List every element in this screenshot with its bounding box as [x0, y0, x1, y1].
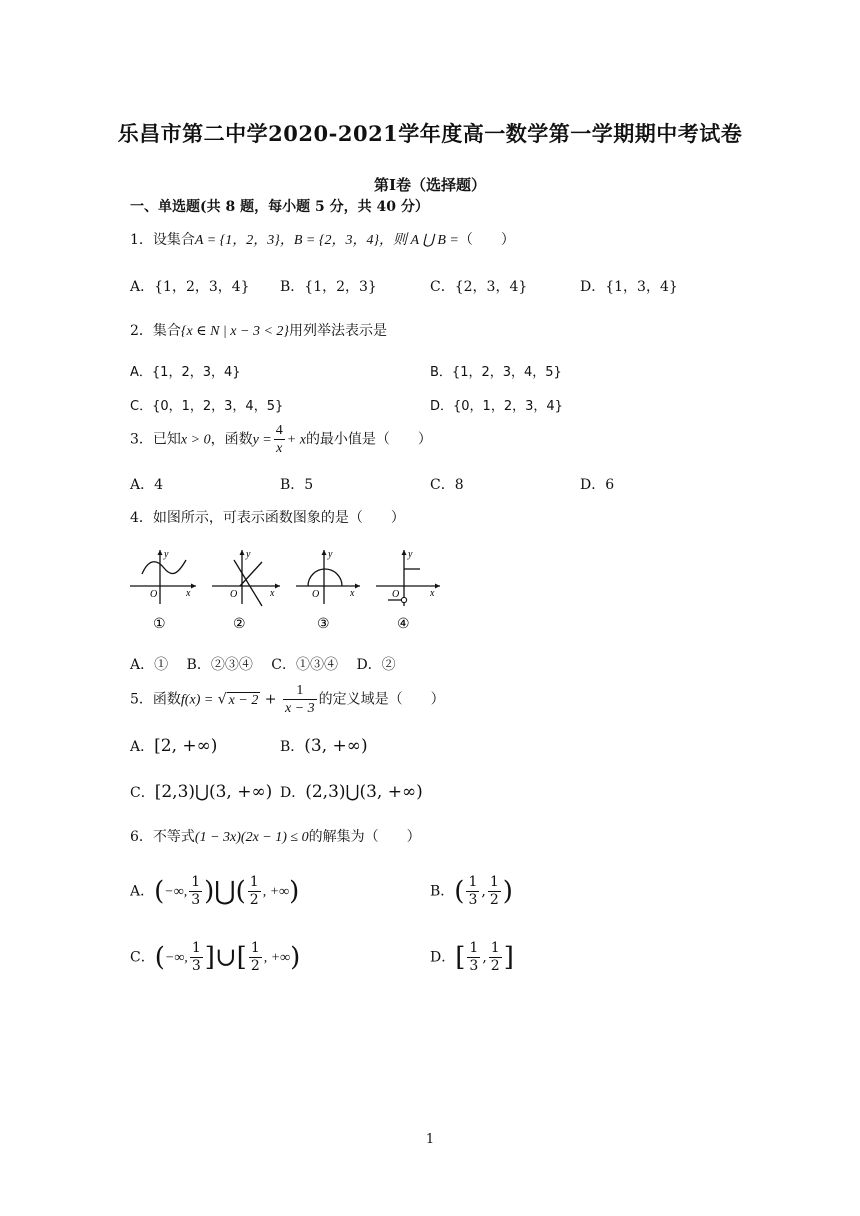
q3-option-a: A．4 [130, 477, 164, 493]
question-6-stem: 6．不等式(1 − 3x)(2x − 1) ≤ 0的解集为（ ） [130, 829, 421, 845]
figure-3-graph [296, 549, 360, 632]
svg-text:y: y [408, 549, 413, 560]
q6-option-c: C．(−∞, $\frac{1}{3}$ ]∪[ $\frac{1}{2}$ , +∞) [130, 940, 301, 974]
q2-option-b: B．{1，2，3，4，5} [430, 365, 562, 380]
fig1-x-label: x [186, 588, 191, 599]
question-2-stem: 2．集合{x ∈ N | x − 3 < 2}用列举法表示是 [130, 323, 387, 339]
section-heading: 一、单选题(共 8 题，每小题 5 分，共 40 分） [130, 199, 429, 215]
svg-text:x: x [270, 588, 275, 599]
question-4-stem: 4．如图所示，可表示函数图象的是（ ） [130, 510, 405, 526]
q1-option-b: B．{1，2，3} [280, 279, 377, 295]
question-1-stem [130, 229, 515, 249]
q1-prefix: 1．设集合 [130, 232, 195, 248]
exam-title: 乐昌市第二中学2020-2021学年度高一数学第一学期期中考试卷 [117, 121, 743, 146]
svg-text:②: ② [233, 617, 246, 632]
q6-option-b: B．( $\frac{1}{3}$ , $\frac{1}{2}$ ) [430, 874, 513, 908]
svg-text:④: ④ [397, 617, 410, 632]
svg-text:O: O [392, 589, 400, 600]
q5-option-b: B．(3, +∞) [280, 736, 368, 756]
q3-option-b: B．5 [280, 477, 314, 493]
question-3-stem: 3．已知x > 0，函数y = $\frac{4}{x}$ + x的最小值是（ ） [130, 423, 432, 456]
q4-figures [128, 544, 448, 636]
q2-option-a: A．{1，2，3，4} [130, 365, 241, 380]
part-heading: 第Ⅰ卷（选择题） [373, 176, 487, 194]
q5-option-a: A．[2, +∞) [130, 736, 218, 756]
fig1-label: ① [153, 617, 166, 632]
q1-option-d: D．{1，3，4} [580, 279, 678, 295]
figure-4-graph [376, 549, 440, 632]
svg-text:③: ③ [317, 617, 330, 632]
svg-text:y: y [328, 549, 333, 560]
figure-2-graph [212, 549, 280, 632]
figure-1-graph [130, 549, 196, 632]
svg-text:x: x [430, 588, 435, 599]
q6-option-d: D．[ $\frac{1}{3}$ , $\frac{1}{2}$ ] [430, 940, 514, 974]
q5-fraction: $\frac{1}{x - 3}$ [284, 683, 315, 716]
q3-fraction: $\frac{4}{x}$ [275, 423, 283, 456]
svg-text:O: O [230, 589, 238, 600]
svg-text:x: x [350, 588, 355, 599]
q3-option-c: C．8 [430, 477, 464, 493]
q4-options: A．① B．②③④ C．①③④ D．② [130, 657, 396, 673]
q2-option-c: C．{0，1，2，3，4，5} [130, 399, 284, 414]
q5-option-c: C．[2,3)⋃(3, +∞) [130, 782, 273, 802]
q5-option-d: D．(2,3)⋃(3, +∞) [280, 782, 423, 802]
fig1-y-label: y [164, 549, 169, 560]
svg-text:y: y [246, 549, 251, 560]
q1-option-c: C．{2，3，4} [430, 279, 528, 295]
page-number: 1 [425, 1132, 435, 1147]
q3-option-d: D．6 [580, 477, 615, 493]
q5-sqrt: x − 2 [228, 692, 259, 708]
q1-option-a: A．{1，2，3，4} [130, 279, 250, 295]
fig1-origin: O [150, 589, 158, 600]
q2-option-d: D．{0，1，2，3，4} [430, 399, 563, 414]
q2-math: {x ∈ N | x − 3 < 2} [180, 324, 289, 339]
question-5-stem: 5．函数f(x) = √ x − 2 + $\frac{1}{x - 3}$ 的定义域是（ ） [130, 683, 445, 716]
q6-option-a: A．(−∞, $\frac{1}{3}$ )⋃( $\frac{1}{2}$ , +∞) [130, 874, 300, 908]
q1-suffix: （ ） [458, 232, 515, 248]
q1-math: A = {1，2，3}，B = {2，3，4}，则 A ⋃ B = [194, 233, 459, 248]
svg-text:O: O [312, 589, 320, 600]
